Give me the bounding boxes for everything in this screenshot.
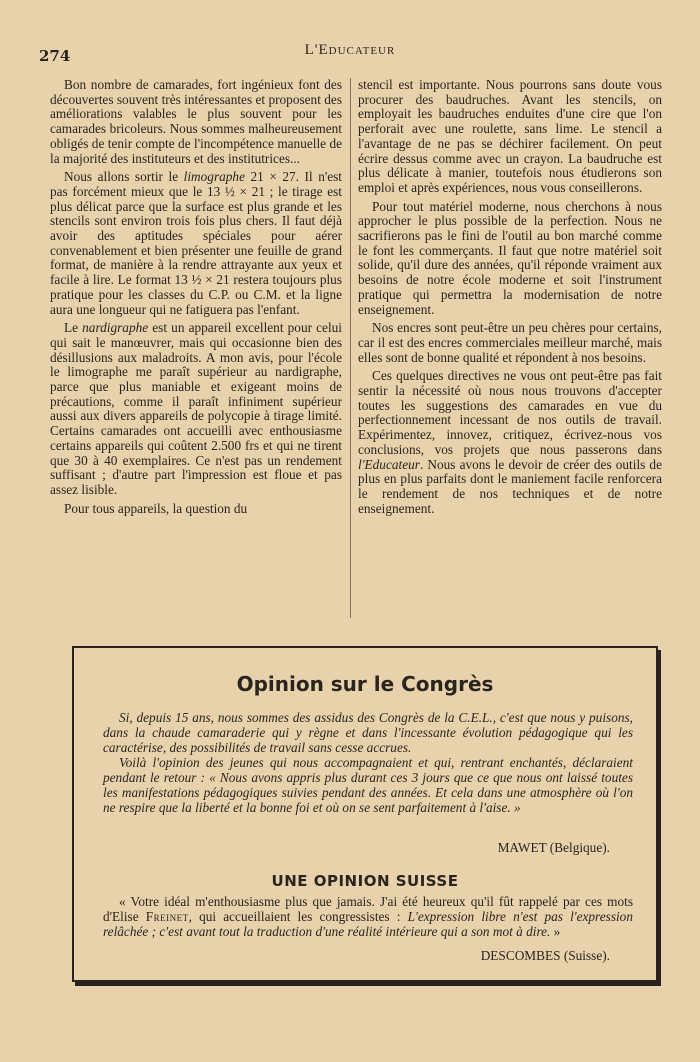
paragraph: Nous allons sortir le limographe 21 × 27. Il n'est pas forcément mieux que le 13 ½ × 21 ; le tirage est plus délicat parce que la surface est plus grande et les stencils sont environ trois fois plus chers. Il faut déjà avoir des aptitudes spéciales pour aérer convenablement et bien présenter une feuille de grand format, de manière à la rendre attrayante aux yeux et facile à lire. Le format 13 ½ × 21 restera toujours plus pratique pour les classes du C.P. ou C.M. et la ligne aura une longueur qui ne fatiguera pas l'enfant. xyxy=(50,169,343,317)
paragraph: Le nardigraphe est un appareil excellent pour celui qui sait le manœuvrer, mais qui occasionne bien des désillusions aux maladroits. A mon avis, pour l'école le limographe me paraît supérieur au nardigraphe, parce que plus maniable et exigeant moins de précautions, comme il paraît infiniment supérieur aussi aux divers appareils de polycopie à tirage limité. Certains camarades ont accueilli avec enthousiasme certains appareils qui coûtent 2.500 frs et qui ne tirent que 30 à 40 exemplaires. Ce n'est pas un rendement suffisant ; d'autre part l'impression est floue et pas assez lisible. xyxy=(50,320,342,497)
box-text-1 xyxy=(103,710,633,815)
paragraph: Pour tous appareils, la question du xyxy=(64,500,248,516)
box-text-2 xyxy=(103,894,633,939)
right-column xyxy=(358,78,662,520)
column-divider xyxy=(350,78,351,618)
signature-descombes: DESCOMBES (Suisse). xyxy=(480,948,610,963)
paragraph: Pour tout matériel moderne, nous cherchons à nous approcher le plus possible de la perfection. Nous ne sacrifierons pas le fini de l'outil au bon marché comme le font les commerçants. Il faut que notre matériel soit solide, qu'il dure des années, qu'il réponde vraiment aux besoins de notre école moderne et soit l'instrument pratique qui permettra la modernisation de notre enseignement. xyxy=(358,198,662,317)
box-title: Opinion sur le Congrès xyxy=(236,672,494,696)
paragraph: Si, depuis 15 ans, nous sommes des assidus des Congrès de la C.E.L., c'est que nous y puisons, dans la chaude camaraderie qui y règne et dans l'incessante évolution pédagogique qui les caractérise, des possibilités de travail sans cesse accrues. xyxy=(103,710,633,755)
paragraph: Voilà l'opinion des jeunes qui nous accompagnaient et qui, rentrant enchantés, déclaraient pendant le retour : « Nous avons appris plus durant ces 3 jours que ce que nous ont laissé toutes les manifestations pédagogiques suivies pendant des années. Et cela dans une atmosphère où l'on ne respire que la liberté et la bonne foi et où on se sent parfaitement à l'aise. » xyxy=(103,755,633,815)
signature-mawet: MAWET (Belgique). xyxy=(497,840,610,855)
paragraph: Bon nombre de camarades, fort ingénieux font des découvertes souvent très intéressantes et proposent des améliorations valables le plus souvent pour les camarades bricoleurs. Nous sommes malheureusement obligés de tenir compte de l'incompétence manuelle de la majorité des instituteurs et des institutrices... xyxy=(50,77,342,166)
running-title: L'Educateur xyxy=(304,42,396,58)
paragraph: Ces quelques directives ne vous ont peut-être pas fait sentir la nécessité où nous nous trouvons d'accepter toutes les suggestions des camarades en vue du perfectionnement incessant de nos outils de travail. Expérimentez, innovez, critiquez, écrivez-nous vos conclusions, vos projets que nous passerons dans l'Educateur. Nous avons le devoir de créer des outils de plus en plus parfaits dont le maniement facile renforcera le rendement de nos techniques et de notre enseignement. xyxy=(358,368,662,516)
box-subtitle: UNE OPINION SUISSE xyxy=(271,872,459,890)
paragraph: Nos encres sont peut-être un peu chères pour certains, car il est des encres commerciales meilleur marché, mais elles sont de bonne qualité et répondent à nos besoins. xyxy=(358,320,662,365)
page-number: 274 xyxy=(39,47,71,65)
paragraph: stencil est importante. Nous pourrons sans doute vous procurer des baudruches. Avant les stencils, on employait les baudruches enduites d'une cire que l'on perforait avec une roulette, sans lime. Le stencil a l'avantage de ne pas se déchirer facilement. On peut écrire dessus comme avec un crayon. La baudruche est plus délicate à manier, toutefois nous étudierons son emploi et après expériences, nous vous conseillerons. xyxy=(358,77,662,195)
paragraph: « Votre idéal m'enthousiasme plus que jamais. J'ai été heureux qu'il fût rappelé par ces mots d'Elise Freinet, qui accueillaient les congressistes : L'expression libre n'est pas l'expression relâchée ; c'est avant tout la traduction d'une réalité intérieure qui a son mot à dire. » xyxy=(103,894,633,939)
left-column xyxy=(50,78,342,520)
